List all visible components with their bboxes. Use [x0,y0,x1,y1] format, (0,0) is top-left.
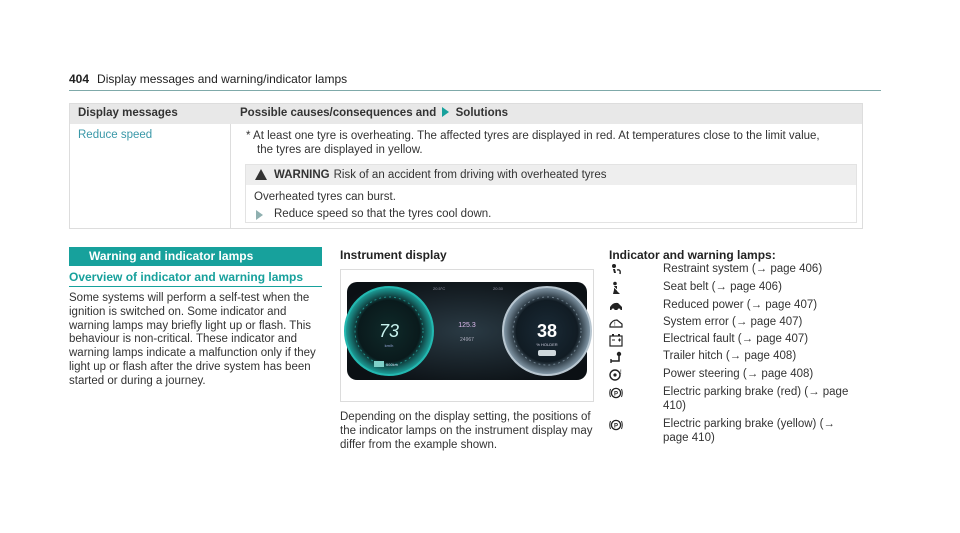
message-reduce-speed: Reduce speed [78,129,153,141]
parking-brake-yellow-icon [609,418,623,432]
reduced-power-icon [609,299,623,313]
top-right-readout: 20:30 [493,286,504,291]
column-header-display-messages: Display messages [78,107,178,119]
cause-text [246,129,856,157]
subsection-rule [69,286,322,287]
instrument-caption: Depending on the display setting, the positions of the indicator lamps on the instrument display may differ from the example shown. [340,411,593,451]
display-messages-table [69,103,863,229]
right-gauge-value: 38 [536,321,558,341]
indicator-label: Electric parking brake (red) (→ page 410) [663,386,849,412]
instrument-display-title: Instrument display [340,248,447,262]
indicator-label: System error (→ page 407) [663,316,803,328]
warning-heading [274,169,607,181]
column-separator [230,124,231,228]
warning-detail: Overheated tyres can burst. [254,191,396,203]
svg-text:!: ! [614,322,616,328]
instrument-display-figure [340,269,594,402]
warning-text: Risk of an accident from driving with overheated tyres [333,169,607,181]
warning-solution: Reduce speed so that the tyres cool down. [274,208,492,220]
warning-header [246,165,856,185]
column-header-causes [240,107,508,119]
restraint-system-icon [609,263,623,277]
indicator-label: Seat belt (→ page 406) [663,281,782,293]
center-value: 125.3 [458,322,476,329]
range-readout: 560km [386,362,399,367]
list-item [609,299,869,315]
page-number: 404 [69,72,90,86]
subsection-title: Overview of indicator and warning lamps [69,270,304,284]
left-gauge-unit: km/h [384,343,394,348]
svg-text:P: P [614,391,619,398]
indicator-label: Electric parking brake (yellow) (→ page 410) [663,418,835,444]
warning-box [245,164,857,223]
indicator-label: Restraint system (→ page 406) [663,263,823,275]
solution-arrow-icon [256,210,263,220]
right-gauge-unit: % HOLDER [536,342,558,347]
indicator-label: Reduced power (→ page 407) [663,299,818,311]
warning-label: WARNING [274,169,330,181]
section-title: Warning and indicator lamps [69,247,322,266]
header-rule [69,90,881,91]
indicator-label: Trailer hitch (→ page 408) [663,350,797,362]
solution-arrow-icon [442,107,449,117]
system-error-icon [609,316,623,330]
power-steering-icon [609,368,623,382]
table-header-row [70,104,862,124]
instrument-cluster-image [341,270,593,401]
indicators-title: Indicator and warning lamps: [609,248,776,262]
svg-text:!: ! [620,370,622,376]
list-item [609,333,869,349]
battery-icon [609,333,623,347]
cause-line-1: * At least one tyre is overheating. The affected tyres are displayed in red. At temperatures close to the limit value, [246,130,820,142]
seat-belt-icon [609,281,623,295]
svg-text:P: P [614,423,619,430]
indicator-label: Power steering (→ page 408) [663,368,814,380]
indicator-label: Electrical fault (→ page 407) [663,333,809,345]
list-item [609,281,869,297]
list-item [609,368,869,384]
list-item [609,418,869,448]
list-item [609,386,869,416]
center-value-2: 24967 [460,337,474,343]
list-item [609,350,869,366]
warning-triangle-icon [255,169,267,180]
column-header-solutions-text: Solutions [455,107,509,119]
parking-brake-red-icon [609,386,623,400]
list-item [609,316,869,332]
page-header [69,72,347,86]
left-gauge-value: 73 [378,321,400,341]
section-body: Some systems will perform a self-test when the ignition is switched on. Some indicator and warning lamps may briefly light up or flash. This behaviour is non-critical. These indicator and warning lamps indicate a malfunction only if they light up or flash after the drive system has been started or during a journey. [69,292,316,387]
list-item [609,263,869,279]
cause-line-2: the tyres are displayed in yellow. [257,144,423,156]
column-header-causes-text: Possible causes/consequences and [240,107,437,119]
top-left-readout: 20.5°C [433,286,446,291]
page-header-title: Display messages and warning/indicator lamps [97,72,348,86]
trailer-hitch-icon [609,350,623,364]
